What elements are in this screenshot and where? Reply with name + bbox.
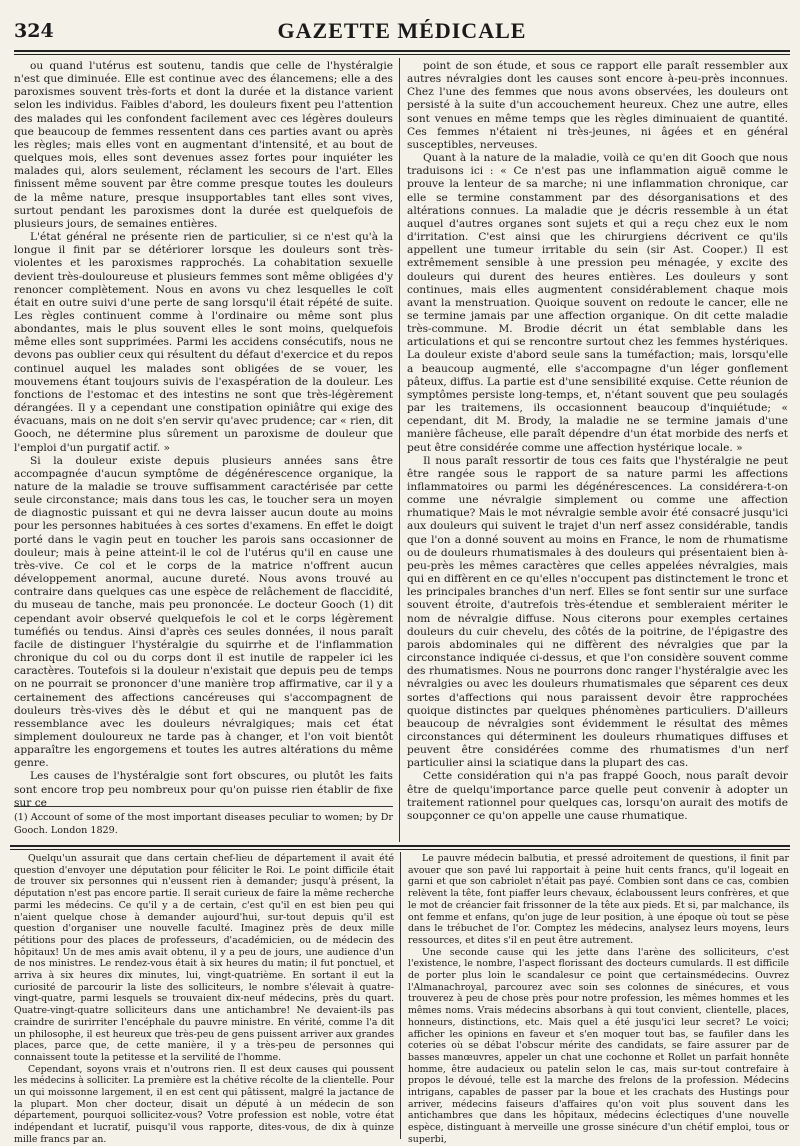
- feuilleton-left-column: [14, 853, 394, 1145]
- feuilleton-divider: [400, 852, 401, 1139]
- left-paragraph-4: Les causes de l'hystéralgie sont fort obscures, ou plutôt les faits sont encore trop peu nombreux pour qu'on puisse rien établir de fixe sur ce: [14, 770, 393, 809]
- feuilleton-right-column: [408, 853, 789, 1145]
- left-paragraph-3: Si la douleur existe depuis plusieurs années sans être accompagnée d'aucun symptôme de dégénérescence organique, la nature de la maladie se trouve suffisamment caractérisée par cette seule circonstance; mais dans tous les cas, le toucher sera un moyen de diagnostic puissant et qui ne devra laisser aucun doute au moins pour les personnes habituées à ces sortes d'examens. En effet le doigt porté dans le vagin peut en toucher les parois sans occasionner de douleur; mais à peine atteint-il le col de l'utérus qu'il en cause une très-vive. Ce col et le corps de la matrice n'offrent aucun développement anormal, aucune dureté. Nous avons trouvé au contraire dans quelques cas une espèce de relâchement de flaccidité, du museau de tanche, mais peu prononcée. Le docteur Gooch (1) dit cependant avoir observé quelquefois le col et le corps légèrement tuméfiés ou tendus. Ainsi d'après ces seules données, il nous paraît facile de distinguer l'hystéralgie du squirrhe et de l'inflammation chronique du col ou du corps dont il est inutile de rappeler ici les caractères. Toutefois si la douleur n'existait que depuis peu de temps on ne pourrait se prononcer d'une manière trop affirmative, car il y a certainement des affections cancéreuses qui s'accompagnent de douleurs très-vives dès le début et qui ne manquent pas de ressemblance avec les douleurs névralgiques; mais cet état simplement douloureux ne tarde pas à changer, et l'on voit bientôt apparaître les engorgemens et toutes les autres altérations du même genre.: [14, 454, 393, 770]
- right-paragraph-4: Cette considération qui n'a pas frappé Gooch, nous paraît devoir être de quelqu'importance parce quelle peut convenir à adopter un traitement rationnel pour quelques cas, lorsqu'on aurait des motifs de soupçonner ce qu'on appelle une cause rhumatique.: [407, 770, 788, 822]
- footnote-rule: [14, 806, 393, 807]
- page-header: [14, 18, 790, 48]
- page-number: 324: [14, 20, 54, 42]
- right-column: [407, 60, 788, 822]
- feuilleton-left-paragraph-1: Quelqu'un assurait que dans certain chef-lieu de département il avait été question d'envoyer une députation pour féliciter le Roi. Le point difficile était de trouver six personnes qui n'eussent rien à demander; jusqu'à présent, la députation n'est pas encore partie. Il serait curieux de faire la même recherche parmi les médecins. Ce qu'il y a de certain, c'est qu'il en est bien peu qui n'aient quelque chose à demander aujourd'hui, sur-tout depuis qu'il est question d'organiser une nouvelle faculté. Imaginez près de deux mille pétitions pour des places de professeurs, d'académicien, ou de médecin des hôpitaux! Un de mes amis avait obtenu, il y a peu de jours, une audience d'un de nos ministres. Le rendez-vous était à six heures du matin; il fut ponctuel, et arriva à six heures dix minutes, lui, vingt-quatrième. En sortant il eut la curiosité de parcourir la liste des solliciteurs, le nombre s'élevait à quatre-vingt-quatre, parmi lesquels se trouvaient dix-neuf médecins, près du quart. Quatre-vingt-quatre solliciteurs dans une antichambre! Ne devaient-ils pas craindre de surirriter l'encéphale du pauvre ministre. En vérité, comme l'a dit un philosophe, il est heureux que très-peu de gens puissent arriver aux grandes places, parce que, de cette manière, il y a très-peu de personnes qui connaissent toute la petitesse et la servilité de l'homme.: [14, 853, 394, 1063]
- right-paragraph-3: Il nous paraît ressortir de tous ces faits que l'hystéralgie ne peut être rangée sous le rapport de sa nature parmi les affections inflammatoires ou parmi les dégénérescences. La considérera-t-on comme une névralgie simplement ou comme une affection rhumatique? Mais le mot névralgie semble avoir été consacré jusqu'ici aux douleurs qui suivent le trajet d'un nerf assez considérable, tandis que l'on a donné souvent au moins en France, le nom de rhumatisme ou de douleurs rhumatismales à des douleurs qui présentaient bien à-peu-près les mêmes caractères que celles appelées névralgies, mais qui en diffèrent en ce qu'elles n'occupent pas distinctement le tronc et les principales branches d'un nerf. Elles se font sentir sur une surface souvent étroite, d'autrefois très-étendue et sembleraient mériter le nom de névralgie diffuse. Nous citerons pour exemples certaines douleurs du cuir chevelu, des côtés de la poitrine, de l'épigastre des parois abdominales qui ne diffèrent des névralgies que par la circonstance indiquée ci-dessus, et que l'on considère souvent comme des rhumatismes. Nous ne pourrons donc ranger l'hystéralgie avec les névralgies ou avec les douleurs rhumatismales que séparent ces deux sortes d'affections qui nous paraissent devoir être rapprochées quoique distinctes par quelques phénomènes particuliers. D'ailleurs beaucoup de névralgies sont évidemment le résultat des mêmes circonstances qui déterminent les douleurs rhumatiques diffuses et peuvent être considérées comme des rhumatismes d'un nerf particulier ainsi la sciatique dans la plupart des cas.: [407, 454, 788, 770]
- right-paragraph-1: point de son étude, et sous ce rapport elle paraît ressembler aux autres névralgies dont les causes sont encore à-peu-près inconnues. Chez l'une des femmes que nous avons observées, les douleurs ont persisté à la suite d'un accouchement heureux. Chez une autre, elles sont venues en même temps que les règles diminuaient de quantité. Ces femmes n'étaient ni très-jeunes, ni âgées et en général susceptibles, nerveuses.: [407, 60, 788, 151]
- feuilleton-left-paragraph-2: Cependant, soyons vrais et n'outrons rien. Il est deux causes qui poussent les médecins à solliciter. La première est la chétive récolte de la clientelle. Pour un qui moissonne largement, il en est cent qui pâtissent, malgré la jactance de la plupart. Mon cher docteur, disait un député à un médecin de son département, pourquoi sollicitez-vous? Votre profession est noble, votre état indépendant et lucratif, puisqu'il vous rapporte, dites-vous, de dix à quinze mille francs par an.: [14, 1063, 394, 1145]
- footnote: (1) Account of some of the most important diseases peculiar to women; by Dr Gooch. London 1829.: [14, 812, 393, 836]
- column-divider: [399, 58, 400, 842]
- feuilleton-rule: [10, 845, 790, 847]
- feuilleton-rule-thin: [10, 849, 790, 850]
- left-column: [14, 60, 393, 809]
- header-rule: [14, 50, 790, 52]
- masthead-title: GAZETTE MÉDICALE: [277, 18, 527, 43]
- left-paragraph-1: ou quand l'utérus est soutenu, tandis que celle de l'hystéralgie n'est que diminuée. Elle est continue avec des élancemens; elle a des paroxismes souvent très-forts et dont la durée et la distance varient selon les individus. Faibles d'abord, les douleurs fixent peu l'attention des malades qui les confondent facilement avec ces légères douleurs que beaucoup de femmes ressentent dans ces parties avant ou après les règles; mais elles vont en augmentant d'intensité, et au bout de quelques mois, elles sont devenues assez fortes pour inquiéter les malades qui, alors seulement, réclament les secours de l'art. Elles finissent même souvent par être comme presque toutes les douleurs de la même nature, presque insupportables tant elles sont vives, surtout pendant les paroxismes dont la durée est quelquefois de plusieurs jours, de semaines entières.: [14, 60, 393, 230]
- feuilleton-right-paragraph-2: Une seconde cause qui les jette dans l'arène des solliciteurs, c'est l'existence, le nombre, l'aspect florissant des docteurs cumulards. Il est difficile de porter plus loin le scandalesur ce point que certainsmédecins. Ouvrez l'Almanachroyal, parcourez avec soin ses colonnes de sinécures, et vous trouverez à peu de chose près pour notre profession, les mêmes hommes et les mêmes noms. Vrais médecins absorbans à qui tout convient, clientelle, places, honneurs, distinctions, etc. Mais quel a été jusqu'ici leur secret? Le voici; afficher les opinions en faveur et s'en moquer tout bas, se faufiler dans les coteries où se débat l'obscur mérite des candidats, se faire assurer par de basses manœuvres, appeler un chat une cochonne et Rollet un parfait honnête homme, être audacieux ou patelin selon le cas, mais sur-tout contrefaire à propos le dévoué, telle est la marche des frelons de la profession. Médecins intrigans, capables de passer par la boue et les crachats des Hustings pour arriver, médecins faiseurs d'affaires qu'on voit plus souvent dans les antichambres que dans les hôpitaux, médecins éclectiques d'une nouvelle espèce, distinguant à merveille une grosse sinécure d'un chétif emploi, tous or superbi,: [408, 946, 789, 1145]
- header-rule-thin: [14, 54, 790, 55]
- right-paragraph-2: Quant à la nature de la maladie, voilà ce qu'en dit Gooch que nous traduisons ici : « Ce n'est pas une inflammation aiguë comme le prouve la lenteur de sa marche; ni une inflammation chronique, car elle se termine constamment par des désorganisations et des altérations connues. La maladie que je décris ressemble à un état auquel d'autres organes sont sujets et qui a reçu chez eux le nom d'irritation. C'est ainsi que les chirurgiens décrivent ce qu'ils appellent une tumeur irritable du sein (sir Ast. Cooper.) Il est extrêmement sensible à une pression peu ménagée, y excite des douleurs qui durent des heures entières. Les douleurs y sont continues, mais elles augmentent considérablement chaque mois avant la menstruation. Quoique souvent on redoute le cancer, elle ne se termine jamais par une affection organique. On dit cette maladie très-commune. M. Brodie décrit un état semblable dans les articulations et qui se rencontre surtout chez les femmes hystériques. La douleur existe d'abord seule sans la tuméfaction; mais, lorsqu'elle a beaucoup augmenté, elle s'accompagne d'un léger gonflement pâteux, diffus. La partie est d'une sensibilité exquise. Cette réunion de symptômes persiste long-temps, et, n'étant souvent que peu soulagés par les traitemens, ils occasionnent beaucoup d'inquiétude; « cependant, dit M. Brody, la maladie ne se termine jamais d'une manière fâcheuse, elle paraît dépendre d'un état morbide des nerfs et peut être considérée comme une affection hystérique locale. »: [407, 152, 788, 454]
- left-paragraph-2: L'état général ne présente rien de particulier, si ce n'est qu'à la longue il finit par se détériorer lorsque les douleurs sont très-violentes et les paroxismes rapprochés. La cohabitation sexuelle devient très-douloureuse et plusieurs femmes sont même obligées d'y renoncer complètement. Nous en avons vu chez lesquelles le coït était en outre suivi d'une perte de sang lorsqu'il était répété de suite. Les règles continuent comme à l'ordinaire ou même sont plus abondantes, mais le plus souvent elles le sont moins, quelquefois même elles sont supprimées. Parmi les accidens consécutifs, nous ne devons pas oublier ceux qui résultent du défaut d'exercice et du repos continuel auquel les malades sont obligées de se vouer, les mouvemens étant toujours suivis de l'exaspération de la douleur. Les fonctions de l'estomac et des intestins ne sont que très-légèrement dérangées. Il y a cependant une constipation opiniâtre qui exige des évacuans, mais on ne doit s'en servir qu'avec prudence; car « rien, dit Gooch, ne détermine plus sûrement un paroxisme de douleur que l'emploi d'un purgatif actif. »: [14, 231, 393, 454]
- feuilleton-right-paragraph-1: Le pauvre médecin balbutia, et pressé adroitement de questions, il finit par avouer que son pavé lui rapportait à peine huit cents francs, qu'il logeait en garni et que son cabriolet n'était pas payé. Combien sont dans ce cas, combien relèvent la tête, font piaffer leurs chevaux, éclaboussent leurs confrères, et que le mot de créancier fait frissonner de la tête aux pieds. Et si, par malchance, ils ont femme et enfans, qu'on juge de leur position, à une époque où tout se pèse dans le trébuchet de l'or. Comptez les médecins, analysez leurs moyens, leurs ressources, et dites s'il en peut être autrement.: [408, 853, 789, 946]
